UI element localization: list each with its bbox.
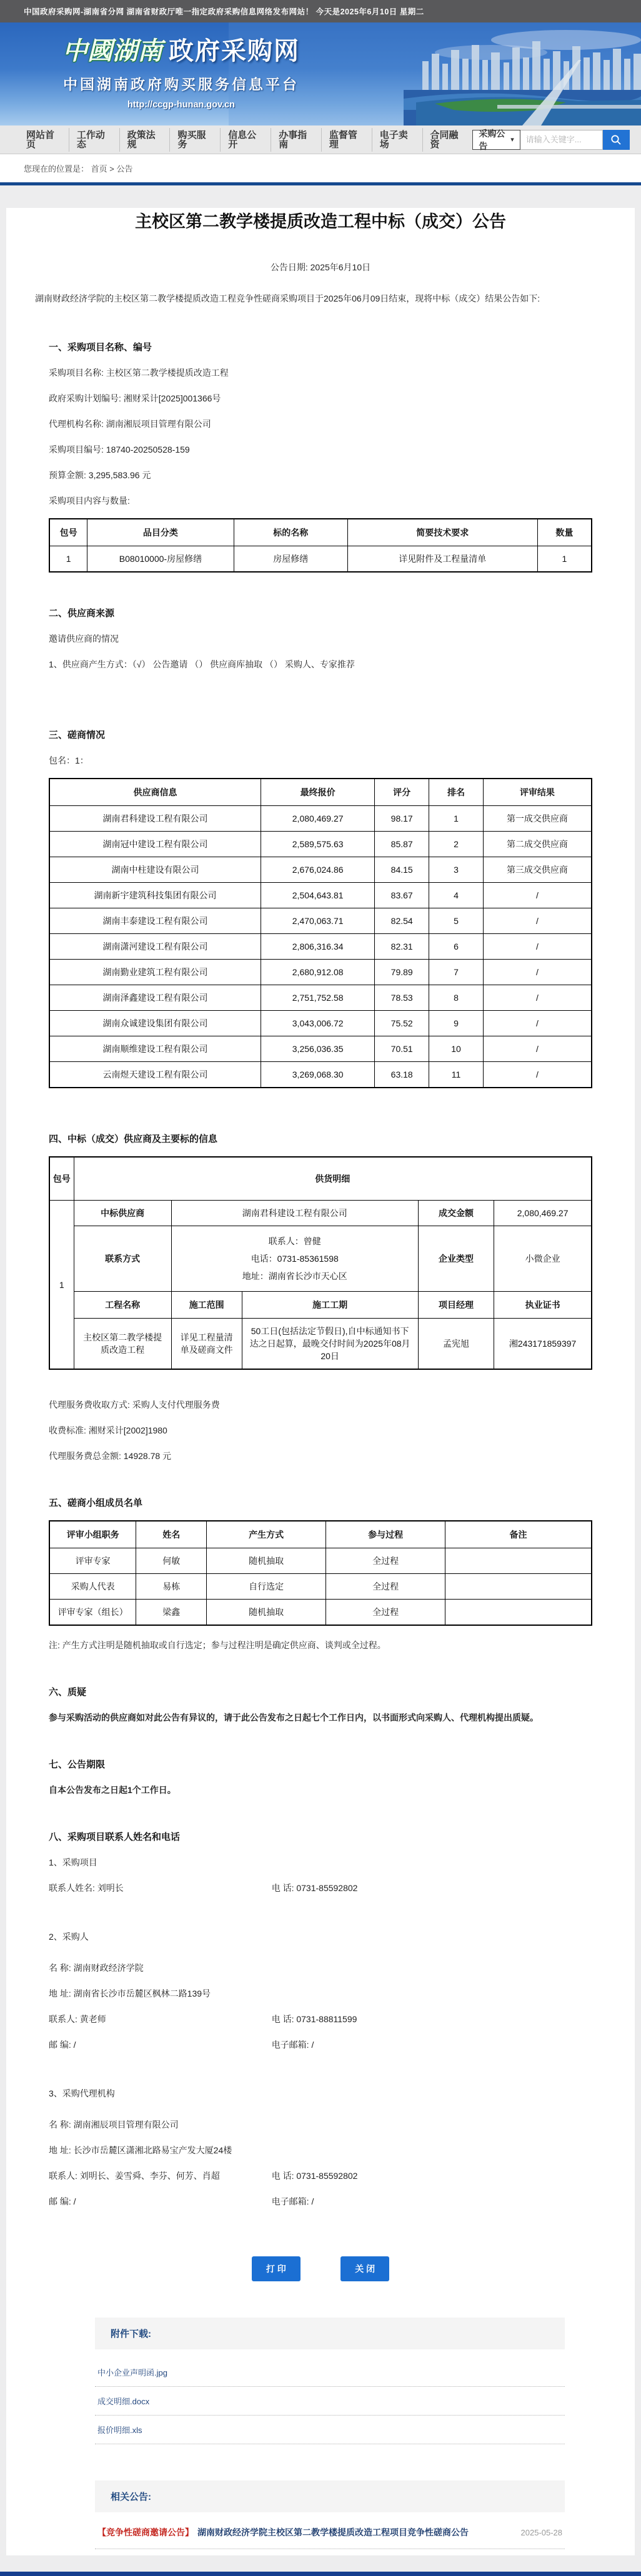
selection-method: 随机抽取	[207, 1548, 326, 1574]
section6-heading: 六、质疑	[49, 1687, 87, 1698]
col-header: 姓名	[136, 1521, 207, 1548]
nav-item-info-disclosure[interactable]: 信息公开	[221, 128, 271, 152]
site-banner	[0, 22, 641, 125]
search-category-select[interactable]	[472, 130, 520, 150]
breadcrumb-current: 公告	[116, 164, 133, 174]
contact-phone: 电 话: 0731-85592802	[271, 2171, 358, 2181]
nav-item-purchase-service[interactable]: 购买服务	[170, 128, 221, 152]
final-offer: 3,256,036.35	[261, 1036, 375, 1062]
supplier-row	[49, 1011, 592, 1036]
winner-label: 中标供应商	[74, 1201, 171, 1226]
contact-name: 联系人: 黄老师	[49, 2014, 106, 2025]
section1-heading: 一、采购项目名称、编号	[49, 342, 152, 353]
agency-fee-total-line: 代理服务费总金额: 14928.78 元	[49, 1451, 172, 1462]
table-header-row	[49, 519, 592, 546]
main-nav	[0, 125, 641, 154]
related-block	[95, 2480, 565, 2549]
search-input[interactable]	[520, 130, 603, 150]
supplier-row	[49, 1036, 592, 1062]
contact-phone: 电 话: 0731-88811599	[271, 2014, 357, 2025]
contact-name: 联系人: 刘明长、姜雪舜、李芬、何芳、肖超	[49, 2171, 220, 2181]
plan-number-line: 政府采购计划编号: 湘财采计[2025]001366号	[49, 393, 221, 404]
review-result: /	[483, 985, 592, 1011]
related-announcement-link[interactable]	[95, 2516, 565, 2549]
logo-main-text: 政府采购网	[169, 37, 300, 65]
section8-heading: 八、采购项目联系人姓名和电话	[49, 1832, 181, 1843]
suppliers-table	[49, 778, 592, 1088]
role: 评审专家	[49, 1548, 136, 1574]
site-notice-text: 中国政府采购网-湖南省分网 湖南省财政厅唯一指定政府采购信息网络发布网站！ 今天是2025年6月10日 星期二	[24, 7, 424, 16]
attachments-heading-text: 附件下载:	[111, 2329, 151, 2340]
member-name: 易栋	[136, 1574, 207, 1600]
supplier-row	[49, 1062, 592, 1088]
rank: 9	[429, 1011, 484, 1036]
page-container	[6, 208, 635, 2555]
supplier-row	[49, 960, 592, 985]
pkg-col-header: 包号	[49, 1157, 74, 1201]
supplier-name: 湖南勤业建筑工程有限公司	[49, 960, 261, 985]
col-header: 排名	[429, 779, 484, 806]
rank: 1	[429, 806, 484, 832]
supplier-row	[49, 908, 592, 934]
related-heading-text: 相关公告:	[111, 2492, 151, 2503]
nav-item-contract-finance[interactable]: 合同融资	[430, 129, 459, 150]
rank: 7	[429, 960, 484, 985]
col-header: 评审结果	[483, 779, 592, 806]
amount-label: 成交金额	[418, 1201, 494, 1226]
col-header: 最终报价	[261, 779, 375, 806]
final-offer: 2,806,316.34	[261, 934, 375, 960]
table-row	[49, 546, 592, 573]
nav-item-news[interactable]: 工作动态	[69, 128, 120, 152]
detail-header: 供货明细	[74, 1157, 592, 1201]
review-result: /	[483, 1062, 592, 1088]
role: 评审专家（组长）	[49, 1600, 136, 1626]
contact-info	[171, 1226, 418, 1292]
announcement-intro: 湖南财政经济学院的主校区第二教学楼提质改造工程竞争性磋商采购项目于2025年06月09日结束，现将中标（成交）结果公告如下:	[35, 293, 540, 303]
supplier-name: 云南煜天建设工程有限公司	[49, 1062, 261, 1088]
col-header: 品目分类	[87, 519, 234, 546]
member-name: 何敏	[136, 1548, 207, 1574]
package-label: 包名：1：	[49, 755, 89, 766]
score: 63.18	[375, 1062, 429, 1088]
review-result: /	[483, 1011, 592, 1036]
section2-heading: 二、供应商来源	[49, 608, 115, 619]
rank: 6	[429, 934, 484, 960]
search-category-value: 采购公告	[479, 128, 505, 151]
attachment-link[interactable]: 成交明细.docx	[95, 2387, 565, 2416]
score: 85.87	[375, 832, 429, 857]
supplier-row	[49, 832, 592, 857]
agency-name: 名 称: 湖南湘辰项目管理有限公司	[49, 2120, 179, 2130]
final-offer: 2,680,912.08	[261, 960, 375, 985]
score: 82.54	[375, 908, 429, 934]
postal-code: 邮 编: /	[49, 2196, 76, 2207]
site-url: http://ccgp-hunan.gov.cn	[127, 100, 236, 110]
agency-fee-method-line: 代理服务费收取方式: 采购人支付代理服务费	[49, 1400, 220, 1410]
participation: 全过程	[326, 1574, 445, 1600]
announcement-date: 公告日期: 2025年6月10日	[270, 262, 371, 272]
breadcrumb-prefix: 您现在的位置是：	[24, 164, 89, 174]
project-name-line: 采购项目名称: 主校区第二教学楼提质改造工程	[49, 368, 229, 378]
site-notice-bar	[0, 0, 641, 22]
participation: 全过程	[326, 1548, 445, 1574]
remark	[445, 1600, 592, 1626]
col-header: 项目经理	[418, 1292, 494, 1319]
final-offer: 2,751,752.58	[261, 985, 375, 1011]
invite-suppliers-line: 邀请供应商的情况	[49, 634, 119, 644]
chevron-down-icon: ▾	[510, 136, 514, 144]
col-header: 评审小组职务	[49, 1521, 136, 1548]
committee-row	[49, 1600, 592, 1626]
contact-row	[49, 2013, 592, 2025]
attachments-header	[95, 2318, 565, 2349]
breadcrumb	[0, 154, 641, 182]
col-header: 包号	[49, 519, 87, 546]
review-result: /	[483, 883, 592, 908]
supplier-name: 湖南丰泰建设工程有限公司	[49, 908, 261, 934]
search-button[interactable]	[603, 130, 630, 150]
col-header: 数量	[537, 519, 592, 546]
related-announcement-title: 湖南财政经济学院主校区第二教学楼提质改造工程项目竞争性磋商公告	[197, 2527, 469, 2538]
final-offer: 2,080,469.27	[261, 806, 375, 832]
project-title-cell: 主校区第二教学楼提质改造工程	[74, 1319, 171, 1370]
score: 98.17	[375, 806, 429, 832]
announcement-period-paragraph: 自本公告发布之日起1个工作日。	[49, 1785, 176, 1796]
email: 电子邮箱: /	[271, 2040, 314, 2050]
contact-person: 联系人：曾健	[268, 1236, 321, 1247]
final-offer: 2,589,575.63	[261, 832, 375, 857]
group2-title: 2、采购人	[49, 1932, 89, 1942]
remark	[445, 1574, 592, 1600]
attachment-link[interactable]: 中小企业声明函.jpg	[95, 2358, 565, 2387]
col-header: 评分	[375, 779, 429, 806]
award-amount: 2,080,469.27	[494, 1201, 592, 1226]
section7-heading: 七、公告期限	[49, 1759, 106, 1771]
rank: 3	[429, 857, 484, 883]
remark	[445, 1548, 592, 1574]
supplier-name: 湖南潇河建设工程有限公司	[49, 934, 261, 960]
rank: 8	[429, 985, 484, 1011]
contact-address: 地址：湖南省长沙市天心区	[242, 1271, 347, 1282]
purchaser-address: 地 址: 湖南省长沙市岳麓区枫林二路139号	[49, 1989, 211, 1999]
related-list	[95, 2516, 565, 2549]
related-announcement-date: 2025-05-28	[520, 2527, 562, 2537]
logo-calligraphy-text: 中國湖南	[62, 37, 162, 65]
supplier-name: 湖南冠中建设工程有限公司	[49, 832, 261, 857]
supplier-name: 湖南君科建设工程有限公司	[49, 806, 261, 832]
group1-title: 1、采购项目	[49, 1857, 97, 1868]
col-header: 施工范围	[171, 1292, 242, 1319]
supplier-source-line: 1、供应商产生方式：（√） 公告邀请 （） 供应商库抽取 （） 采购人、专家推荐	[49, 659, 355, 670]
cell-requirements: 详见附件及工程量清单	[347, 546, 537, 573]
score: 75.52	[375, 1011, 429, 1036]
fee-standard-line: 收费标准: 湘财采计[2002]1980	[49, 1425, 167, 1436]
review-result: /	[483, 934, 592, 960]
rank: 4	[429, 883, 484, 908]
announcement-article	[6, 208, 635, 2281]
role: 采购人代表	[49, 1574, 136, 1600]
contact-row	[49, 2038, 592, 2051]
contact-name: 联系人姓名: 刘明长	[49, 1883, 124, 1894]
supplier-name: 湖南顺维建设工程有限公司	[49, 1036, 261, 1062]
nav-item-guide[interactable]: 办事指南	[271, 128, 322, 152]
supplier-name: 湖南众诚建设集团有限公司	[49, 1011, 261, 1036]
cell-subject: 房屋修缮	[234, 546, 347, 573]
contact-phone: 电话：0731-85361598	[251, 1254, 339, 1264]
search-bar	[472, 130, 630, 150]
contact-row	[49, 2195, 592, 2208]
search-icon	[610, 134, 622, 145]
print-button[interactable]: 打 印	[252, 2256, 301, 2281]
col-header: 简要技术要求	[347, 519, 537, 546]
committee-row	[49, 1548, 592, 1574]
contact-row	[49, 1226, 592, 1292]
col-header: 工程名称	[74, 1292, 171, 1319]
breadcrumb-separator: >	[109, 164, 114, 174]
close-button[interactable]: 关 闭	[340, 2256, 389, 2281]
related-header	[95, 2480, 565, 2512]
member-name: 梁鑫	[136, 1600, 207, 1626]
announcement-type-tag: 【竞争性磋商邀请公告】	[97, 2527, 194, 2538]
table-header-row	[49, 1521, 592, 1548]
sub-header-row	[49, 1292, 592, 1319]
rank: 5	[429, 908, 484, 934]
review-result: 第二成交供应商	[483, 832, 592, 857]
group3-title: 3、采购代理机构	[49, 2088, 115, 2099]
section5-heading: 五、磋商小组成员名单	[49, 1498, 143, 1509]
review-result: /	[483, 960, 592, 985]
score: 70.51	[375, 1036, 429, 1062]
purchaser-name: 名 称: 湖南财政经济学院	[49, 1963, 144, 1974]
table-header-row	[49, 779, 592, 806]
project-number-line: 采购项目编号: 18740-20250528-159	[49, 445, 190, 455]
award-table	[49, 1156, 592, 1370]
contact-phone: 电 话: 0731-85592802	[271, 1883, 358, 1894]
license-cell: 湘243171859397	[494, 1319, 592, 1370]
scope-cell: 详见工程量清单及磋商文件	[171, 1319, 242, 1370]
nav-item-supervision[interactable]: 监督管理	[322, 128, 372, 152]
sub-data-row	[49, 1319, 592, 1370]
enterprise-type: 小微企业	[494, 1226, 592, 1292]
rank: 11	[429, 1062, 484, 1088]
final-offer: 2,470,063.71	[261, 908, 375, 934]
winner-name: 湖南君科建设工程有限公司	[171, 1201, 418, 1226]
contact-row	[49, 2170, 592, 2182]
supplier-row	[49, 806, 592, 832]
footer-band	[0, 2572, 641, 2576]
project-items-table	[49, 518, 592, 573]
breadcrumb-home-link[interactable]: 首页	[91, 164, 107, 174]
review-result: 第一成交供应商	[483, 806, 592, 832]
content-quantity-label: 采购项目内容与数量:	[49, 496, 130, 506]
score: 78.53	[375, 985, 429, 1011]
attachment-list	[95, 2358, 565, 2444]
table-header-row	[49, 1157, 592, 1201]
score: 79.89	[375, 960, 429, 985]
score: 84.15	[375, 857, 429, 883]
cell-category: B08010000-房屋修缮	[87, 546, 234, 573]
final-offer: 2,676,024.86	[261, 857, 375, 883]
contact-label: 联系方式	[74, 1226, 171, 1292]
participation: 全过程	[326, 1600, 445, 1626]
site-logo[interactable]	[62, 31, 300, 110]
final-offer: 3,043,006.72	[261, 1011, 375, 1036]
page-title: 主校区第二教学楼提质改造工程中标（成交）公告	[135, 212, 506, 231]
pkg-number: 1	[49, 1201, 74, 1370]
col-header: 施工工期	[242, 1292, 418, 1319]
duration-cell: 50工日(包括法定节假日),自中标通知书下达之日起算，最晚交付时间为2025年08月20日	[242, 1319, 418, 1370]
postal-code: 邮 编: /	[49, 2040, 76, 2050]
review-result: /	[483, 1036, 592, 1062]
supplier-name: 湖南中柱建设有限公司	[49, 857, 261, 883]
nav-item-emall[interactable]: 电子卖场	[372, 128, 423, 152]
committee-row	[49, 1574, 592, 1600]
site-subtitle: 中国湖南政府购买服务信息平台	[63, 76, 299, 92]
review-result: /	[483, 908, 592, 934]
agency-name-line: 代理机构名称: 湖南湘辰项目管理有限公司	[49, 419, 211, 430]
supplier-row	[49, 934, 592, 960]
committee-note: 注: 产生方式注明是随机抽取或自行选定；参与过程注明是确定供应商、谈判或全过程。	[49, 1640, 386, 1651]
selection-method: 自行选定	[207, 1574, 326, 1600]
section3-heading: 三、磋商情况	[49, 730, 106, 741]
col-header: 备注	[445, 1521, 592, 1548]
supplier-row	[49, 985, 592, 1011]
final-offer: 3,269,068.30	[261, 1062, 375, 1088]
agency-address: 地 址: 长沙市岳麓区潇湘北路易宝产发大厦24楼	[49, 2145, 232, 2156]
nav-item-policy[interactable]: 政策法规	[120, 128, 171, 152]
attachments-block	[95, 2318, 565, 2444]
col-header: 参与过程	[326, 1521, 445, 1548]
action-buttons	[49, 2256, 592, 2281]
section4-heading: 四、中标（成交）供应商及主要标的信息	[49, 1134, 218, 1145]
supplier-row	[49, 883, 592, 908]
committee-table	[49, 1520, 592, 1626]
email: 电子邮箱: /	[271, 2196, 314, 2207]
supplier-name: 湖南新宇建筑科技集团有限公司	[49, 883, 261, 908]
review-result: 第三成交供应商	[483, 857, 592, 883]
score: 82.31	[375, 934, 429, 960]
winner-row	[49, 1201, 592, 1226]
objection-paragraph: 参与采购活动的供应商如对此公告有异议的，请于此公告发布之日起七个工作日内，以书面形式向采购人、代理机构提出质疑。	[49, 1713, 539, 1723]
manager-cell: 孟宪旭	[418, 1319, 494, 1370]
navy-divider	[0, 182, 641, 185]
supplier-name: 湖南泽鑫建设工程有限公司	[49, 985, 261, 1011]
cell-pkg: 1	[49, 546, 87, 573]
enterprise-type-label: 企业类型	[418, 1226, 494, 1292]
score: 83.67	[375, 883, 429, 908]
final-offer: 2,504,643.81	[261, 883, 375, 908]
col-header: 产生方式	[207, 1521, 326, 1548]
col-header: 执业证书	[494, 1292, 592, 1319]
selection-method: 随机抽取	[207, 1600, 326, 1626]
attachment-link[interactable]: 报价明细.xls	[95, 2416, 565, 2444]
nav-item-home[interactable]: 网站首页	[19, 128, 69, 152]
rank: 10	[429, 1036, 484, 1062]
budget-line: 预算金额: 3,295,583.96 元	[49, 470, 151, 481]
cell-quantity: 1	[537, 546, 592, 573]
rank: 2	[429, 832, 484, 857]
contact-row	[49, 1882, 592, 1894]
supplier-row	[49, 857, 592, 883]
col-header: 标的名称	[234, 519, 347, 546]
col-header: 供应商信息	[49, 779, 261, 806]
